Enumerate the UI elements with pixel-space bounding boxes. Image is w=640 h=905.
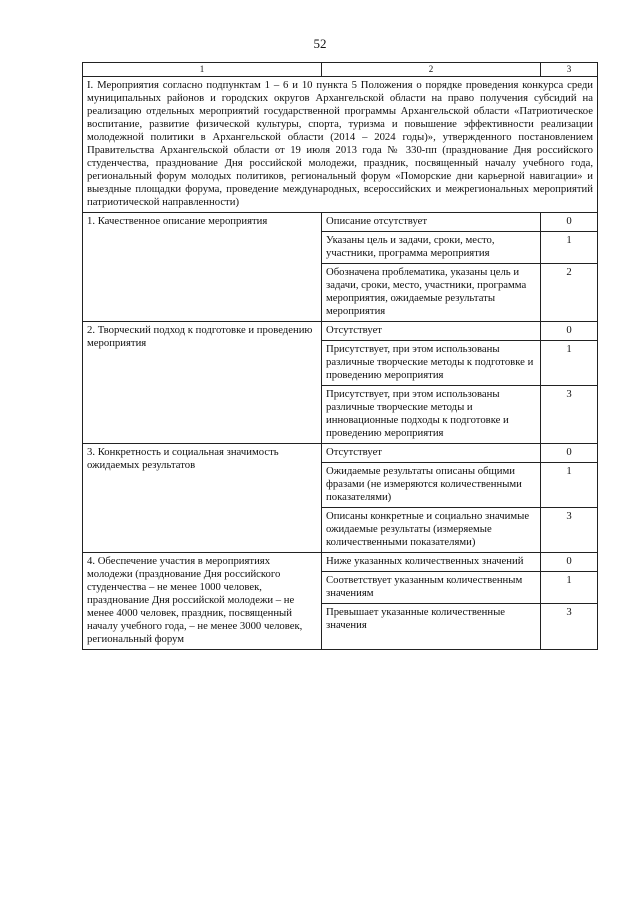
- criterion-row: [83, 553, 598, 572]
- option-score: 1: [541, 463, 598, 508]
- criteria-table: [82, 62, 598, 650]
- section-heading-row: [83, 77, 598, 213]
- option-score: 1: [541, 341, 598, 386]
- column-number-row: [83, 63, 598, 77]
- criterion-name: 1. Качественное описание мероприятия: [83, 213, 322, 322]
- page-number: 52: [313, 36, 327, 51]
- criterion-row: [83, 213, 598, 232]
- option-score: 0: [541, 553, 598, 572]
- criterion-name: 4. Обеспечение участия в мероприятиях молодежи (празднование Дня российского студенчества – не менее 1000 человек, празднование Дня российской молодежи – не менее 4000 человек, праздник, посвященный началу учебного года, – не менее 3000 человек, региональный форум: [83, 553, 322, 650]
- option-text: Присутствует, при этом использованы различные творческие методы к подготовке и проведению мероприятия: [322, 341, 541, 386]
- criterion-name: 2. Творческий подход к подготовке и проведению мероприятия: [83, 322, 322, 444]
- option-score: 3: [541, 604, 598, 650]
- option-text: Обозначена проблематика, указаны цель и задачи, сроки, место, участники, программа мероприятия, ожидаемые результаты мероприятия: [322, 264, 541, 322]
- option-score: 1: [541, 572, 598, 604]
- option-text: Описание отсутствует: [322, 213, 541, 232]
- option-text: Отсутствует: [322, 322, 541, 341]
- option-text: Описаны конкретные и социально значимые ожидаемые результаты (измеряемые количественными показателями): [322, 508, 541, 553]
- option-score: 1: [541, 232, 598, 264]
- column-number-1: 1: [83, 63, 322, 77]
- section-heading: I. Мероприятия согласно подпунктам 1 – 6 и 10 пункта 5 Положения о порядке проведения конкурса среди муниципальных районов и городских округов Архангельской области на право получения субсидий на реализацию отдельных мероприятий государственной программы Архангельской области «Патриотическое воспитание, развитие физической культуры, спорта, туризма и повышение эффективности реализации молодежной политики в Архангельской области (2014 – 2024 годы)», утвержденного постановлением Правительства Архангельской области от 19 июля 2013 года № 330-пп (празднование Дня российского студенчества, празднование Дня российской молодежи, праздник, посвященный началу учебного года, региональный форум молодых политиков, региональный форум «Поморские дни карьерной навигации» и выездные площадки форума, проведение международных, всероссийских и межрегиональных мероприятий патриотической направленности): [83, 77, 598, 213]
- option-score: 0: [541, 213, 598, 232]
- option-text: Отсутствует: [322, 444, 541, 463]
- option-text: Ниже указанных количественных значений: [322, 553, 541, 572]
- option-text: Превышает указанные количественные значения: [322, 604, 541, 650]
- column-number-3: 3: [541, 63, 598, 77]
- criterion-row: [83, 322, 598, 341]
- criterion-name: 3. Конкретность и социальная значимость ожидаемых результатов: [83, 444, 322, 553]
- criterion-row: [83, 444, 598, 463]
- option-text: Указаны цель и задачи, сроки, место, участники, программа мероприятия: [322, 232, 541, 264]
- option-text: Соответствует указанным количественным значениям: [322, 572, 541, 604]
- option-score: 3: [541, 386, 598, 444]
- option-score: 3: [541, 508, 598, 553]
- option-score: 0: [541, 444, 598, 463]
- option-score: 2: [541, 264, 598, 322]
- column-number-2: 2: [322, 63, 541, 77]
- option-score: 0: [541, 322, 598, 341]
- option-text: Присутствует, при этом использованы различные творческие методы и инновационные подходы к подготовке и проведению мероприятия: [322, 386, 541, 444]
- option-text: Ожидаемые результаты описаны общими фразами (не измеряются количественными показателями): [322, 463, 541, 508]
